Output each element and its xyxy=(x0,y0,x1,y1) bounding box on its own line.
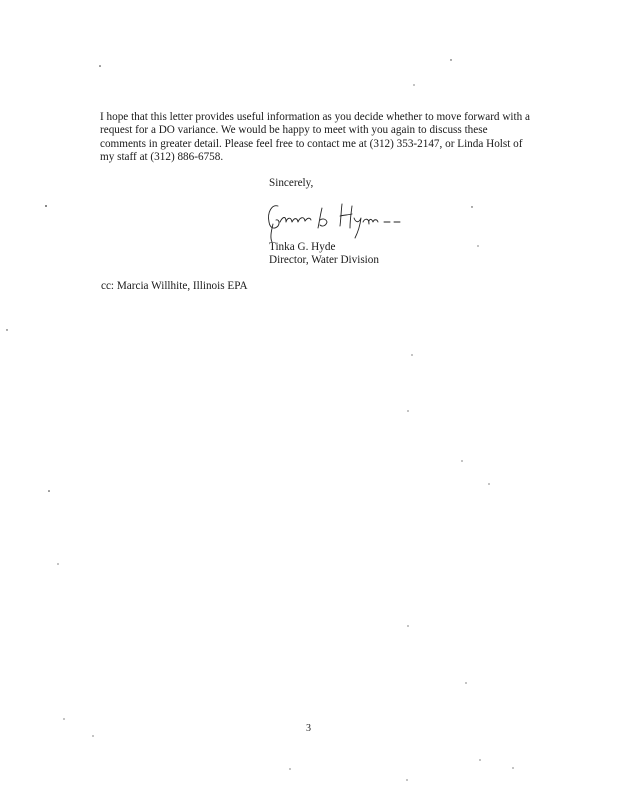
closing: Sincerely, xyxy=(269,177,314,189)
signer-title: Director, Water Division xyxy=(269,254,379,266)
paragraph-line: my staff at (312) 886-6758. xyxy=(100,151,224,164)
cc-line: cc: Marcia Willhite, Illinois EPA xyxy=(101,280,248,292)
signer-name: Tinka G. Hyde xyxy=(269,241,336,253)
paragraph-line: comments in greater detail. Please feel free to contact me at (312) 353-2147, or Linda Holst of xyxy=(100,137,523,150)
paragraph-line: request for a DO variance. We would be happy to meet with you again to discuss these xyxy=(100,124,488,137)
paragraph-line: I hope that this letter provides useful information as you decide whether to move forward with a xyxy=(100,111,530,123)
page-number: 3 xyxy=(306,723,311,734)
